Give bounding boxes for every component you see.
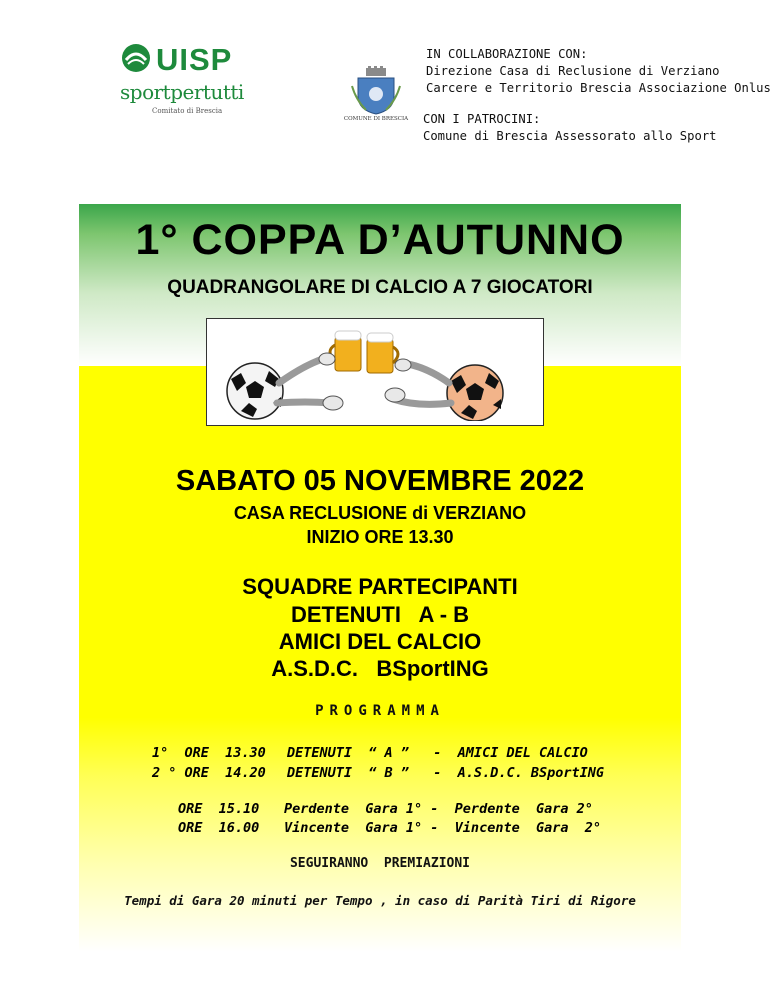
team-item: AMICI DEL CALCIO xyxy=(278,629,482,654)
team-item: DETENUTI A - B xyxy=(290,602,470,627)
team-item: A.S.D.C. BSportING xyxy=(271,656,489,681)
match-time: ORE 16.00 xyxy=(178,820,260,836)
patrocini-line-1: Comune di Brescia Assessorato allo Sport xyxy=(423,129,717,143)
collab-title: IN COLLABORAZIONE CON: xyxy=(426,47,588,61)
comune-logo xyxy=(342,66,410,128)
match-time: ORE 15.10 xyxy=(178,801,260,817)
uisp-tagline: sportpertutti xyxy=(120,80,244,104)
uisp-comitato: Comitato di Brescia xyxy=(152,107,223,115)
uisp-name: UISP xyxy=(156,42,233,77)
event-date: SABATO 05 NOVEMBRE 2022 xyxy=(175,465,585,497)
match-time: 2 ° ORE 14.20 xyxy=(152,765,266,781)
event-subtitle: QUADRANGOLARE DI CALCIO A 7 GIOCATORI xyxy=(167,277,593,298)
match-game: Perdente Gara 1° - Perdente Gara 2° xyxy=(284,801,593,817)
beer-mug-icon xyxy=(330,331,361,371)
awards-note: SEGUIRANNO PREMIAZIONI xyxy=(289,856,470,871)
program-heading: PROGRAMMA xyxy=(315,703,445,719)
coat-of-arms-icon xyxy=(342,66,410,116)
soccer-ball-icon xyxy=(227,363,283,419)
event-venue: CASA RECLUSIONE di VERZIANO xyxy=(233,503,527,523)
teams-heading: SQUADRE PARTECIPANTI xyxy=(242,574,518,599)
event-title: 1° COPPA D’AUTUNNO xyxy=(135,216,625,264)
match-game: DETENUTI “ A ” - AMICI DEL CALCIO xyxy=(287,745,588,761)
match-game: Vincente Gara 1° - Vincente Gara 2° xyxy=(284,820,601,836)
event-start-time: INIZIO ORE 13.30 xyxy=(306,527,454,547)
uisp-logo xyxy=(118,40,258,120)
match-game: DETENUTI “ B ” - A.S.D.C. BSportING xyxy=(287,765,604,781)
soccer-ball-icon xyxy=(447,365,503,421)
collab-line-1: Direzione Casa di Reclusione di Verziano xyxy=(426,64,720,78)
illustration-frame xyxy=(206,318,544,426)
soccer-balls-beer-toast-illustration xyxy=(217,323,513,421)
patrocini-title: CON I PATROCINI: xyxy=(423,112,541,126)
match-time: 1° ORE 13.30 xyxy=(152,745,266,761)
rules-note: Tempi di Gara 20 minuti per Tempo , in caso di Parità Tiri di Rigore xyxy=(124,893,636,908)
comune-label: COMUNE DI BRESCIA xyxy=(343,116,409,122)
beer-mug-icon xyxy=(367,333,398,373)
uisp-emblem-icon xyxy=(118,40,154,76)
collab-line-2: Carcere e Territorio Brescia Associazione Onlus xyxy=(426,81,771,95)
